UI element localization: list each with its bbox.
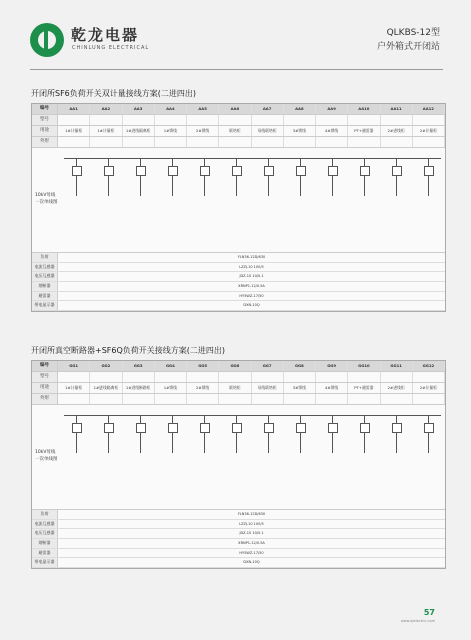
code-row	[32, 361, 445, 372]
row-label: 编号	[32, 361, 58, 371]
footer-url: www.qlelectric.com	[400, 619, 435, 623]
code-cell: AA2	[90, 104, 122, 114]
feeder-line	[268, 158, 269, 196]
code-cell: GG9	[316, 361, 348, 371]
use-cell: 1#进线断路柜	[123, 383, 155, 393]
size-row	[32, 137, 445, 148]
switch-symbol	[72, 423, 82, 433]
row-label: 编号	[32, 104, 58, 114]
product-subtitle: 户外箱式开闭站	[376, 42, 440, 52]
component-row: 带电显示器 DXN-10Q	[32, 301, 445, 311]
brand-logo-icon	[30, 23, 64, 57]
use-row	[32, 126, 445, 137]
row-label: 外形	[32, 137, 58, 147]
feeder-line	[76, 415, 77, 453]
code-cell: AA4	[155, 104, 187, 114]
use-cell: 1#计量柜	[58, 383, 90, 393]
feeder-line	[236, 158, 237, 196]
code-cell: AA6	[219, 104, 251, 114]
code-cell: AA1	[58, 104, 90, 114]
component-row: 电压互感器 JDZ-10 10/0.1	[32, 529, 445, 539]
feeder-line	[332, 415, 333, 453]
section1-table	[31, 103, 446, 312]
component-row: 避雷器 HY5WZ-17/50	[32, 549, 445, 559]
switch-symbol	[296, 423, 306, 433]
component-row: 带电显示器 DXN-10Q	[32, 558, 445, 568]
code-cell: AA10	[348, 104, 380, 114]
feeder-line	[364, 415, 365, 453]
row-label: 型号	[32, 115, 58, 125]
row-label: 用途	[32, 126, 58, 136]
feeder-line	[364, 158, 365, 196]
diagram-label: 10kV母线 一次单线图	[35, 450, 58, 462]
feeder-line	[204, 158, 205, 196]
feeder-line	[172, 415, 173, 453]
row-label: 用途	[32, 383, 58, 393]
switch-symbol	[360, 423, 370, 433]
feeder-line	[140, 158, 141, 196]
component-row: 负荷 FLN36-12D/630	[32, 510, 445, 520]
code-cell: GG4	[155, 361, 187, 371]
use-cell: 联络柜	[219, 126, 251, 136]
switch-symbol	[264, 166, 274, 176]
switch-symbol	[232, 423, 242, 433]
product-model: QLKBS-12型	[386, 28, 440, 38]
use-cell: 母线联络柜	[252, 383, 284, 393]
switch-symbol	[136, 423, 146, 433]
feeder-line	[396, 415, 397, 453]
model-row	[32, 115, 445, 126]
section2-table	[31, 360, 446, 569]
feeder-line	[172, 158, 173, 196]
use-cell: 2#馈线	[187, 383, 219, 393]
code-cell: GG7	[252, 361, 284, 371]
use-cell: 4#馈线	[316, 383, 348, 393]
code-cell: GG5	[187, 361, 219, 371]
switch-symbol	[104, 423, 114, 433]
switch-symbol	[232, 166, 242, 176]
switch-symbol	[392, 423, 402, 433]
single-line-diagram	[32, 405, 445, 510]
feeder-line	[204, 415, 205, 453]
use-cell: 2#进线柜	[381, 126, 413, 136]
brand-name: 乾龙电器	[71, 26, 140, 44]
use-cell: 2#计量柜	[413, 126, 445, 136]
code-cell: GG2	[90, 361, 122, 371]
feeder-line	[268, 415, 269, 453]
switch-symbol	[424, 166, 434, 176]
use-cell: 1#馈线	[155, 126, 187, 136]
use-cell: 2#进线柜	[381, 383, 413, 393]
feeder-line	[300, 158, 301, 196]
switch-symbol	[200, 423, 210, 433]
switch-symbol	[360, 166, 370, 176]
code-cell: AA11	[381, 104, 413, 114]
component-row: 电流互感器 LZZJ-10 100/5	[32, 263, 445, 273]
use-cell: 母线联络柜	[252, 126, 284, 136]
feeder-line	[428, 415, 429, 453]
use-cell: 3#馈线	[284, 383, 316, 393]
feeder-line	[140, 415, 141, 453]
use-cell: 1#计量柜	[90, 126, 122, 136]
section2-title: 开闭所真空断路器+SF6Q负荷开关接线方案(二进四出)	[31, 346, 226, 355]
code-cell: AA7	[252, 104, 284, 114]
code-cell: GG10	[348, 361, 380, 371]
feeder-line	[108, 415, 109, 453]
feeder-line	[332, 158, 333, 196]
switch-symbol	[168, 423, 178, 433]
code-cell: GG3	[123, 361, 155, 371]
code-row	[32, 104, 445, 115]
use-cell: 联络柜	[219, 383, 251, 393]
code-cell: GG12	[413, 361, 445, 371]
component-row: 电压互感器 JDZ-10 10/0.1	[32, 272, 445, 282]
switch-symbol	[168, 166, 178, 176]
use-cell: 3#馈线	[284, 126, 316, 136]
code-cell: AA9	[316, 104, 348, 114]
code-cell: AA8	[284, 104, 316, 114]
feeder-line	[76, 158, 77, 196]
use-cell: PT+避雷器	[348, 383, 380, 393]
component-row: 熔断器 XRNP1-12/0.5A	[32, 282, 445, 292]
model-row	[32, 372, 445, 383]
page-number: 57	[423, 608, 435, 617]
switch-symbol	[328, 166, 338, 176]
section1-title: 开闭所SF6负荷开关双计量接线方案(二进四出)	[31, 89, 197, 98]
code-cell: GG11	[381, 361, 413, 371]
code-cell: AA3	[123, 104, 155, 114]
component-row: 电流互感器 LZZJ-10 100/5	[32, 520, 445, 530]
component-row: 避雷器 HY5WZ-17/50	[32, 292, 445, 302]
switch-symbol	[104, 166, 114, 176]
header-divider	[30, 69, 443, 70]
feeder-line	[236, 415, 237, 453]
feeder-line	[108, 158, 109, 196]
code-cell: AA5	[187, 104, 219, 114]
busbar	[64, 415, 441, 416]
switch-symbol	[200, 166, 210, 176]
switch-symbol	[392, 166, 402, 176]
switch-symbol	[264, 423, 274, 433]
busbar	[64, 158, 441, 159]
use-cell: 2#计量柜	[413, 383, 445, 393]
component-row: 熔断器 XRNP1-12/0.5A	[32, 539, 445, 549]
use-cell: 1#进线隔离柜	[123, 126, 155, 136]
row-label: 型号	[32, 372, 58, 382]
use-cell: 2#馈线	[187, 126, 219, 136]
single-line-diagram	[32, 148, 445, 253]
code-cell: GG8	[284, 361, 316, 371]
use-cell: 4#馈线	[316, 126, 348, 136]
switch-symbol	[424, 423, 434, 433]
feeder-line	[428, 158, 429, 196]
use-cell: 1#馈线	[155, 383, 187, 393]
component-row: 负荷 FLN36-12D/630	[32, 253, 445, 263]
switch-symbol	[72, 166, 82, 176]
switch-symbol	[296, 166, 306, 176]
diagram-label: 10kV母线 一次单线图	[35, 193, 58, 205]
code-cell: AA12	[413, 104, 445, 114]
use-cell: 1#进线隔离柜	[90, 383, 122, 393]
code-cell: GG6	[219, 361, 251, 371]
size-row	[32, 394, 445, 405]
code-cell: GG1	[58, 361, 90, 371]
switch-symbol	[136, 166, 146, 176]
feeder-line	[396, 158, 397, 196]
feeder-line	[300, 415, 301, 453]
use-cell: 1#计量柜	[58, 126, 90, 136]
use-row	[32, 383, 445, 394]
row-label: 外形	[32, 394, 58, 404]
switch-symbol	[328, 423, 338, 433]
brand-name-en: CHINLUNG ELECTRICAL	[72, 45, 150, 51]
use-cell: PT+避雷器	[348, 126, 380, 136]
